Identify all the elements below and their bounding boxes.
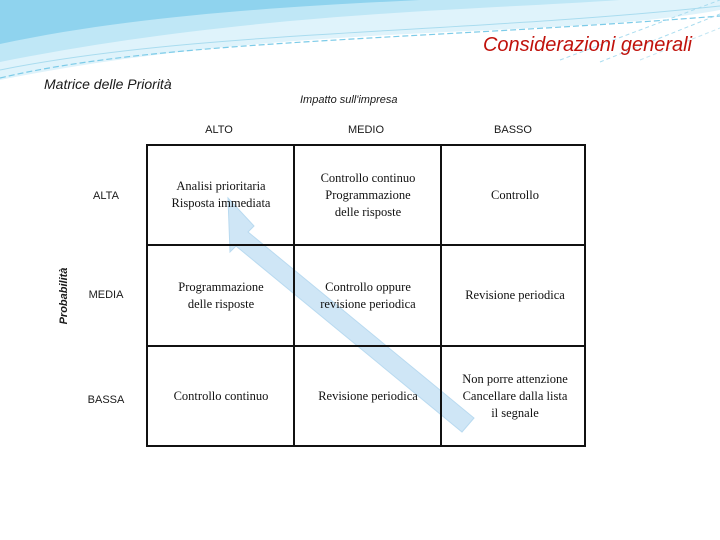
matrix-subtitle: Matrice delle Priorità [44,76,172,92]
cell-media-alto: Programmazione delle risposte [178,279,264,311]
row-header-media: MEDIA [88,289,124,301]
row-header-bassa: BASSA [87,394,125,406]
column-header-medio: MEDIO [347,124,385,136]
cell-alta-basso: Controllo [491,187,539,202]
column-header-alto: ALTO [205,124,233,136]
probability-axis-label: Probabilità [58,267,70,325]
cell-media-medio: Controllo oppure revisione periodica [320,279,416,311]
column-header-basso: BASSO [494,124,532,136]
cell-bassa-basso: Non porre attenzione Cancellare dalla lista il segnale [462,371,568,420]
cell-media-basso: Revisione periodica [465,288,565,302]
priority-matrix [146,144,586,447]
impact-axis-label: Impatto sull'impresa [300,94,398,106]
row-header-alta: ALTA [93,190,119,202]
cell-bassa-alto: Controllo continuo [173,388,269,403]
slide-title: Considerazioni generali [482,34,692,56]
cell-alta-medio: Controllo continuo Programmazione delle risposte [320,170,416,219]
cell-alta-alto: Analisi prioritaria Risposta immediata [171,179,271,210]
cell-bassa-medio: Revisione periodica [318,388,418,403]
